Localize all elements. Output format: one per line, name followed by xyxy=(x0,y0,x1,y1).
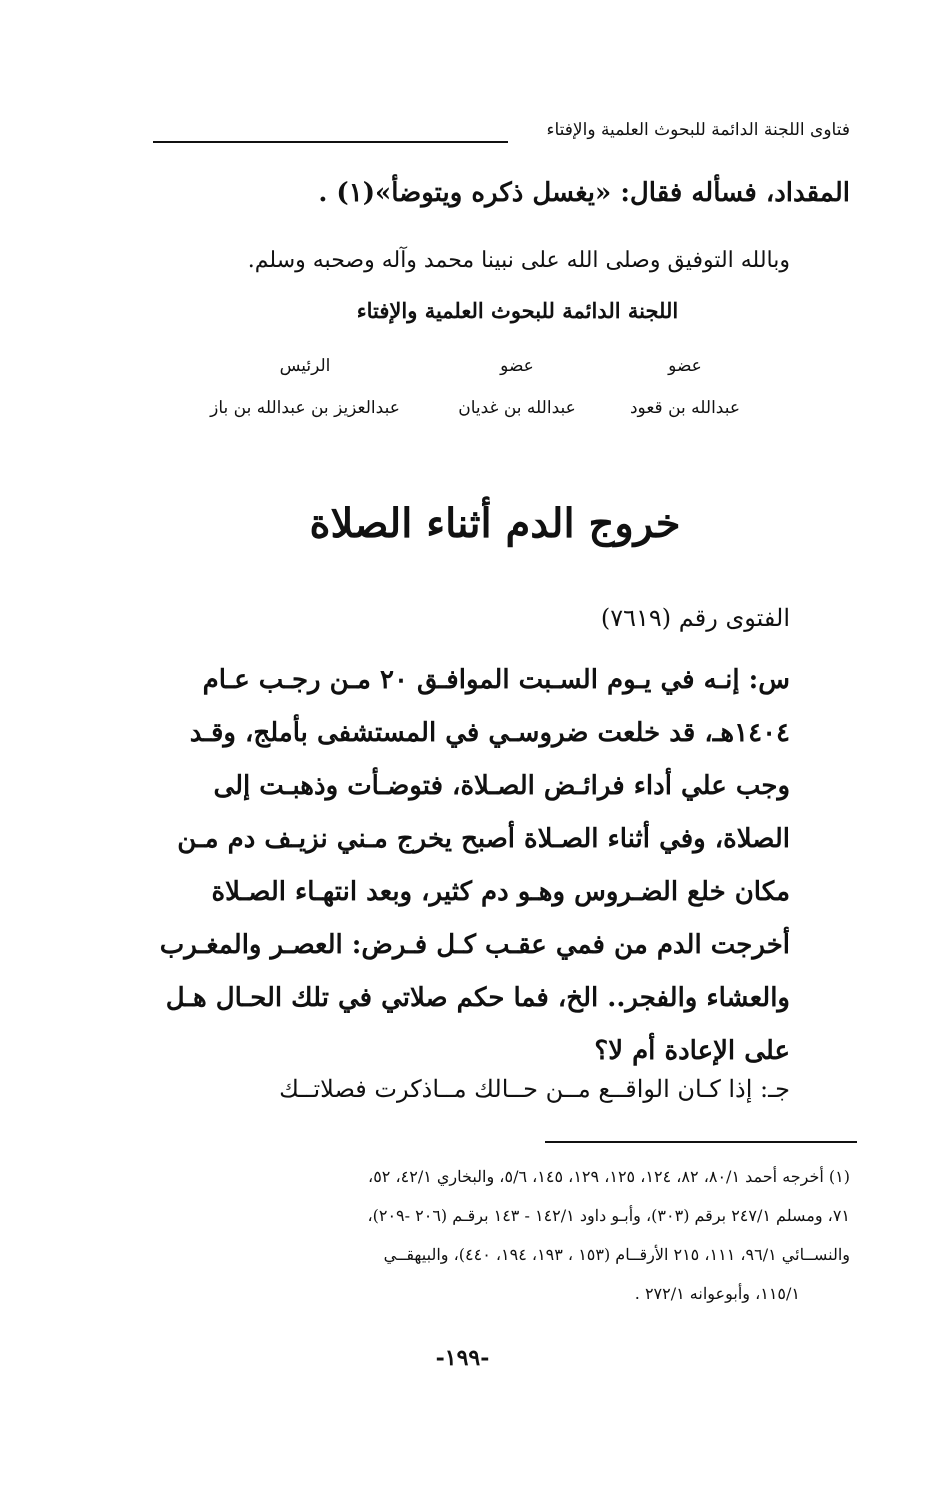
intro-line: المقداد، فسأله فقال: «يغسل ذكره ويتوضأ»(١) . xyxy=(318,178,850,208)
question-line: أخرجت الدم من فمي عقـب كـل فـرض: العصـر والمغـرب xyxy=(159,930,790,960)
section-title: خروج الدم أثناء الصلاة xyxy=(309,500,681,547)
header-rule xyxy=(153,141,508,143)
answer-line: جـ: إذا كـان الواقــع مــن حــالك مــاذكرت فصلاتــك xyxy=(279,1075,790,1103)
question-line: والعشاء والفجر.. الخ، فما حكم صلاتي في تلك الحـال هـل xyxy=(165,983,790,1013)
footnote-line: ٧١، ومسلم ٢٤٧/١ برقم (٣٠٣)، وأبـو داود ١٤٢/١ - ١٤٣ برقـم (٢٠٦ -٢٠٩)، xyxy=(367,1206,850,1225)
footnote-line: ١١٥/١، وأبوعوانه ٢٧٢/١ . xyxy=(634,1284,800,1303)
question-line: على الإعادة أم لا؟ xyxy=(594,1036,790,1066)
fatwa-number: الفتوى رقم (٧٦١٩) xyxy=(600,604,790,632)
question-line: وجب علي أداء فرائـض الصـلاة، فتوضـأت وذهبـت إلى xyxy=(213,771,790,801)
signatory-name: عبدالعزيز بن عبدالله بن باز xyxy=(210,398,400,418)
footnote-line: (١) أخرجه أحمد ٨٠/١، ٨٢، ١٢٤، ١٢٥، ١٢٩، ١٤٥، ٥/٦، والبخاري ٤٢/١، ٥٢، xyxy=(368,1167,850,1186)
committee-name: اللجنة الدائمة للبحوث العلمية والإفتاء xyxy=(356,298,679,323)
signatory-role: عضو xyxy=(500,356,534,376)
footnote-line: والنســائي ٩٦/١، ١١١، ٢١٥ الأرقــام (١٥٣ ، ١٩٣، ١٩٤، ٤٤٠)، والبيهقــي xyxy=(383,1245,850,1264)
question-line: س: إنـه في يـوم السـبت الموافـق ٢٠ مـن رجـب عـام xyxy=(202,665,790,695)
signatory-name: عبدالله بن غديان xyxy=(458,398,576,418)
question-line: الصلاة، وفي أثناء الصـلاة أصبح يخرج مـني نزيـف دم مـن xyxy=(177,824,790,854)
question-line: ١٤٠٤هـ، قد خلعت ضروسـي في المستشفى بأملج، وقـد xyxy=(189,718,790,748)
signatory-role: الرئيس xyxy=(279,356,331,376)
running-header: فتاوى اللجنة الدائمة للبحوث العلمية والإفتاء xyxy=(546,120,850,140)
footnote-rule xyxy=(545,1141,857,1143)
closing-line: وبالله التوفيق وصلى الله على نبينا محمد وآله وصحبه وسلم. xyxy=(247,248,790,273)
signatory-role: عضو xyxy=(668,356,702,376)
signatory-name: عبدالله بن قعود xyxy=(629,398,740,418)
page-number: -١٩٩- xyxy=(435,1345,490,1371)
question-line: مكان خلع الضـروس وهـو دم كثير، وبعد انتهـاء الصـلاة xyxy=(211,877,790,907)
